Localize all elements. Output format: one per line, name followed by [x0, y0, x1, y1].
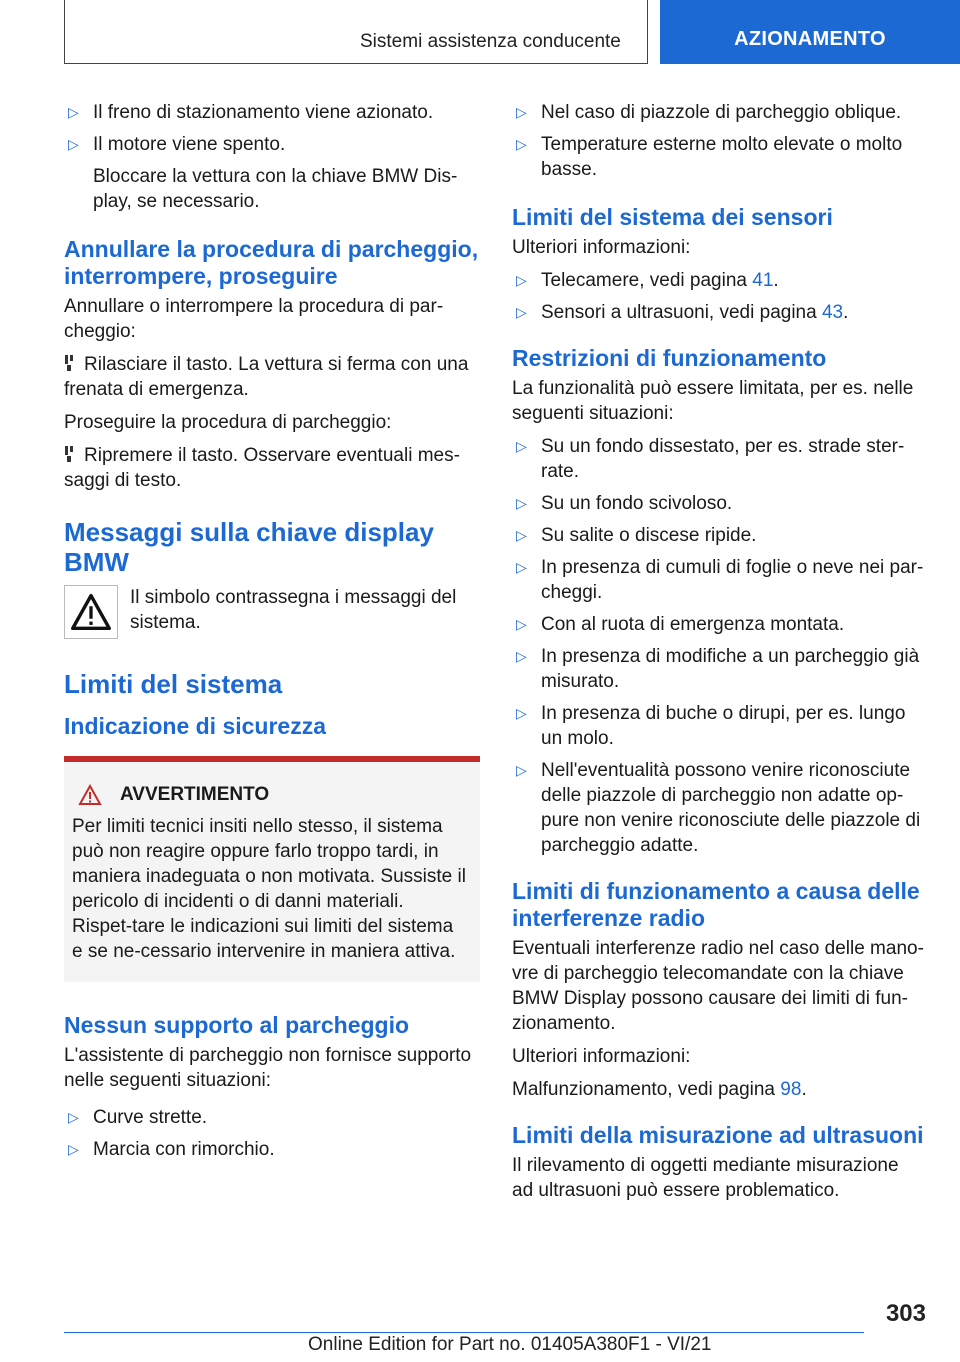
heading-radio: Limiti di funzionamento a causa delle interferenze radio [512, 878, 920, 931]
warning-title: AVVERTIMENTO [72, 784, 468, 806]
warning-box [64, 756, 480, 982]
header-chapter-tab [660, 0, 960, 64]
heading-no-support: Nessun supporto al parcheggio [64, 1012, 410, 1038]
list-item: ▷ In presenza di modifiche a un parcheggio già misurato. [512, 644, 924, 694]
heading-messages: Messaggi sulla chiave display BMW [64, 517, 434, 577]
paragraph: Proseguire la procedura di parcheggio: [64, 412, 392, 433]
right-column [512, 100, 924, 1211]
triangle-bullet-icon: ▷ [516, 104, 527, 120]
triangle-bullet-icon: ▷ [516, 762, 527, 778]
list-item: ▷ Curve strette. [64, 1105, 480, 1130]
page-link-41[interactable]: 41 [752, 270, 774, 291]
list-item: ▷ In presenza di buche o dirupi, per es. lungo un molo. [512, 701, 924, 751]
paragraph-release: Rilasciare il tasto. La vettura si ferma con una frenata di emergenza. [64, 354, 469, 400]
warning-text: Per limiti tecnici insiti nello stesso, il sistema può non reagire oppure farlo troppo tardi, in maniera inadeguata o non motivata. Sussiste il pericolo di incidenti o di danni materiali. Rispet-tare le indicazioni sui limiti del sistema e se ne-cessario intervenire in maniera attiva. [72, 816, 466, 962]
triangle-bullet-icon: ▷ [516, 136, 527, 152]
paragraph: Ulteriori informazioni: [512, 237, 691, 258]
paragraph-malfunction: Malfunzionamento, vedi pagina 98. [512, 1079, 807, 1100]
triangle-bullet-icon: ▷ [68, 1141, 79, 1157]
triangle-bullet-icon: ▷ [516, 527, 527, 543]
triangle-bullet-icon: ▷ [516, 616, 527, 632]
triangle-bullet-icon: ▷ [516, 705, 527, 721]
left-column [64, 100, 480, 1169]
heading-ultrasound: Limiti della misurazione ad ultrasuoni [512, 1122, 924, 1148]
list-item: ▷ Temperature esterne molto elevate o molto basse. [512, 132, 924, 182]
triangle-bullet-icon: ▷ [68, 136, 79, 152]
list-item: ▷ Su salite o discese ripide. [512, 523, 924, 548]
triangle-bullet-icon: ▷ [68, 104, 79, 120]
triangle-bullet-icon: ▷ [516, 304, 527, 320]
list-item: ▷ Il motore viene spento. [64, 132, 480, 157]
list-item: ▷ Su un fondo scivoloso. [512, 491, 924, 516]
warning-red-icon [78, 784, 102, 806]
triangle-bullet-icon: ▷ [516, 495, 527, 511]
paragraph: L'assistente di parcheggio non fornisce supporto nelle seguenti situazioni: [64, 1045, 472, 1091]
heading-safety: Indicazione di sicurezza [64, 713, 327, 739]
paragraph: La funzionalità può essere limitata, per es. nelle seguenti situazioni: [512, 378, 914, 424]
heading-limits: Limiti del sistema [64, 669, 283, 699]
header-section-title: Sistemi assistenza conducente [360, 31, 621, 52]
paragraph: Annullare o interrompere la procedura di par-cheggio: [64, 296, 444, 342]
footer-edition: Online Edition for Part no. 01405A380F1 - VI/21 [308, 1334, 712, 1355]
page-number: 303 [885, 1300, 926, 1327]
page-link-43[interactable]: 43 [821, 302, 844, 323]
list-item: ▷ Con al ruota di emergenza montata. [512, 612, 924, 637]
list-item: ▷ Sensori a ultrasuoni, vedi pagina 43. [512, 300, 924, 325]
list-item: ▷ Marcia con rimorchio. [64, 1137, 480, 1162]
paragraph: Il rilevamento di oggetti mediante misurazione ad ultrasuoni può essere problematico. [512, 1155, 899, 1201]
list-item: ▷ Su un fondo dissestato, per es. strade ster-rate. [512, 434, 924, 484]
park-assist-button-icon [64, 354, 74, 372]
page-link-98[interactable]: 98 [780, 1079, 802, 1100]
paragraph: Bloccare la vettura con la chiave BMW Dis-play, se necessario. [93, 166, 458, 212]
park-assist-button-icon [64, 445, 74, 463]
paragraph: Ulteriori informazioni: [512, 1046, 691, 1067]
list-item: ▷ In presenza di cumuli di foglie o neve nei par-cheggi. [512, 555, 924, 605]
list-item: ▷ Telecamere, vedi pagina 41. [512, 268, 924, 293]
heading-sensors: Limiti del sistema dei sensori [512, 204, 833, 230]
triangle-bullet-icon: ▷ [68, 1109, 79, 1125]
message-symbol-row [64, 585, 480, 639]
heading-restrictions: Restrizioni di funzionamento [512, 345, 827, 371]
triangle-bullet-icon: ▷ [516, 272, 527, 288]
triangle-bullet-icon: ▷ [516, 438, 527, 454]
heading-annul: Annullare la procedura di parcheggio, interrompere, proseguire [64, 236, 479, 289]
paragraph-repress: Ripremere il tasto. Osservare eventuali mes-saggi di testo. [64, 445, 460, 491]
warning-triangle-icon [64, 585, 118, 639]
list-item: ▷ Nell'eventualità possono venire riconosciute delle piazzole di parcheggio non adatte op-pure non venire riconosciute delle piazzole di parcheggio adatte. [512, 758, 924, 858]
header-chapter-label: AZIONAMENTO [734, 27, 886, 50]
footer-divider [64, 1332, 864, 1333]
list-item: ▷ Il freno di stazionamento viene azionato. [64, 100, 480, 125]
paragraph: Eventuali interferenze radio nel caso delle mano-vre di parcheggio telecomandate con la chiave BMW Display possono causare dei limiti di fun-zionamento. [512, 938, 924, 1034]
list-item: ▷ Nel caso di piazzole di parcheggio oblique. [512, 100, 924, 125]
triangle-bullet-icon: ▷ [516, 559, 527, 575]
paragraph: Il simbolo contrassegna i messaggi del sistema. [130, 587, 457, 633]
triangle-bullet-icon: ▷ [516, 648, 527, 664]
